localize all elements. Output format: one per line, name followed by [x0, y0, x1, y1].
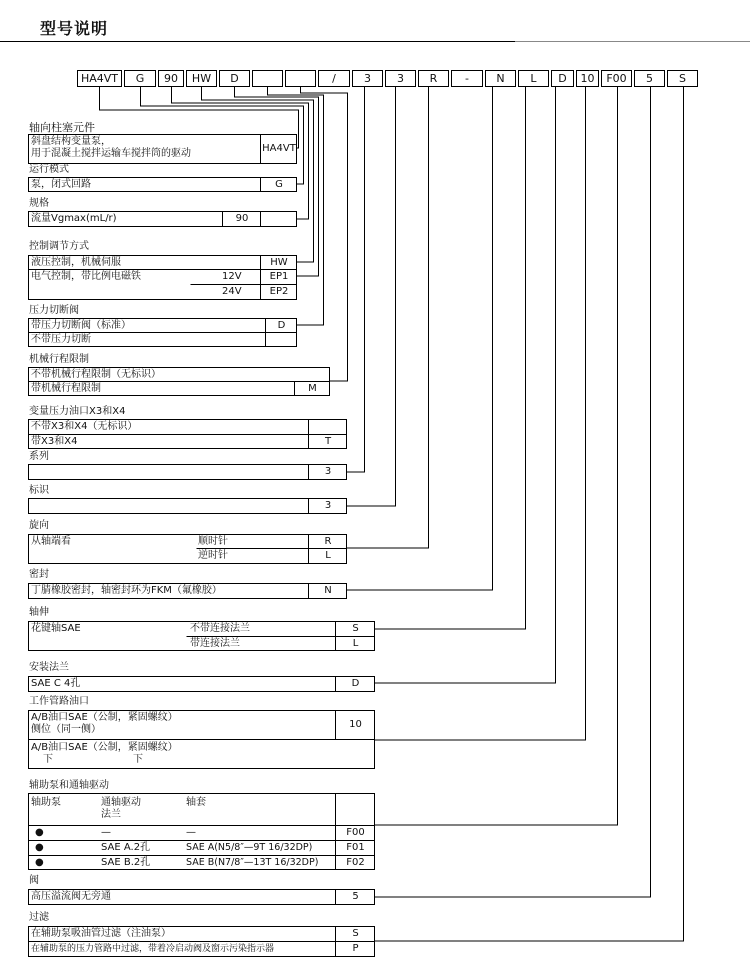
- s14-row2c: 下: [133, 754, 143, 765]
- section-title-mount-flange: 安装法兰: [29, 662, 69, 673]
- s15-header-aux: 轴助泵: [31, 797, 61, 808]
- code-box-5: 5: [634, 70, 665, 87]
- s5-row2: 不带压力切断: [31, 334, 91, 345]
- s2-text: 泵，闭式回路: [31, 179, 91, 190]
- code-box-s: S: [667, 70, 698, 87]
- s15-row2-code: F01: [346, 842, 365, 853]
- s12-row2: 带连接法兰: [190, 638, 240, 649]
- s7-row2-code: T: [324, 436, 332, 447]
- s17-row1: 在辅助泵吸油管过滤（注油泵）: [31, 928, 171, 939]
- s4-24v: 24V: [222, 286, 242, 297]
- s15-row2-sleeve: SAE A(N5/8″—9T 16/32DP): [186, 842, 313, 853]
- section-title-working-ports: 工作管路油口: [29, 696, 89, 707]
- section-title-rotation: 旋向: [29, 520, 49, 531]
- s6-row2-code: M: [308, 383, 317, 394]
- code-box-dash: -: [451, 70, 483, 87]
- s1-line2: 用于混凝土搅拌运输车搅拌筒的驱动: [31, 148, 191, 159]
- s4-12v: 12V: [222, 271, 242, 282]
- s16-text: 高压溢流阀无旁通: [31, 891, 111, 902]
- s8-code: 3: [324, 466, 332, 477]
- section-title-filtration: 过滤: [29, 912, 49, 923]
- s4-24v-code: EP2: [269, 286, 289, 297]
- s16-code: 5: [352, 891, 359, 902]
- code-box-90: 90: [158, 70, 184, 87]
- s15-row3-sleeve: SAE B(N7/8″—13T 16/32DP): [186, 857, 319, 868]
- s17-row1-code: S: [352, 928, 359, 939]
- s6-row1: 不带机械行程限制（无标识）: [31, 369, 161, 380]
- s7-row2: 带X3和X4: [31, 436, 78, 447]
- s2-code: G: [275, 179, 283, 190]
- s10-text: 从轴端看: [31, 536, 71, 547]
- s6-row2: 带机械行程限制: [31, 383, 101, 394]
- s3-text: 流量Vgmax(mL/r): [31, 213, 117, 224]
- s14-row1-code: 10: [349, 719, 362, 730]
- code-box-d: D: [219, 70, 250, 87]
- section-title-index: 标识: [29, 485, 49, 496]
- s10-row2-code: L: [325, 550, 331, 561]
- section-title-series: 系列: [29, 451, 49, 462]
- s15-row2-bullet: ●: [35, 842, 44, 853]
- s15-header-sleeve: 轴套: [186, 797, 206, 808]
- s12-row1: 不带连接法兰: [190, 623, 250, 634]
- s15-row1-flange: —: [101, 827, 111, 838]
- s15-row3-flange: SAE B.2孔: [101, 857, 151, 868]
- code-box-slash: /: [318, 70, 350, 87]
- s3-value: 90: [235, 213, 249, 224]
- s4-row1-code: HW: [270, 257, 288, 268]
- section-title-axial-piston: 轴向柱塞元件: [29, 121, 95, 134]
- s4-row1: 液压控制，机械伺服: [31, 257, 121, 268]
- s15-row1-bullet: ●: [35, 827, 44, 838]
- page-title: 型号说明: [40, 19, 109, 38]
- s14-row2b: 下: [43, 754, 53, 765]
- code-box-r: R: [418, 70, 449, 87]
- code-box-n: N: [485, 70, 516, 87]
- section-title-valve: 阀: [29, 875, 39, 886]
- s5-row1-code: D: [277, 320, 286, 331]
- s13-text: SAE C 4孔: [31, 678, 81, 689]
- code-box-ha4vt: HA4VT: [77, 70, 122, 87]
- s1-line1: 斜盘结构变量泵，: [31, 136, 111, 147]
- code-box-l: L: [518, 70, 549, 87]
- s7-row1: 不带X3和X4（无标识）: [31, 421, 138, 432]
- s17-row2: 在辅助泵的压力管路中过滤，带着冷启动阀及窗示污染指示器: [31, 944, 275, 954]
- code-box-d2: D: [551, 70, 574, 87]
- code-box-10: 10: [576, 70, 599, 87]
- s15-row3-bullet: ●: [35, 857, 44, 868]
- code-box-g: G: [124, 70, 156, 87]
- s4-row2: 电气控制，带比例电磁铁: [31, 271, 141, 282]
- s12-text: 花键轴SAE: [31, 623, 81, 634]
- section-title-stroke-limit: 机械行程限制: [29, 354, 89, 365]
- s5-row1: 带压力切断阀（标准）: [31, 320, 131, 331]
- s12-row1-code: S: [352, 623, 359, 634]
- section-title-seal: 密封: [29, 569, 49, 580]
- section-title-operation-mode: 运行模式: [29, 164, 69, 175]
- s14-row2a: A/B油口SAE（公制，紧固螺纹）: [31, 742, 178, 753]
- s15-row3-code: F02: [346, 857, 365, 868]
- s10-row1-code: R: [324, 536, 332, 547]
- s15-header-flange: 法兰: [101, 809, 121, 820]
- s15-row2-flange: SAE A.2孔: [101, 842, 151, 853]
- section-title-control: 控制调节方式: [29, 241, 89, 252]
- s14-row1a: A/B油口SAE（公制，紧固螺纹）: [31, 712, 178, 723]
- s13-code: D: [351, 678, 360, 689]
- s15-row1-code: F00: [346, 827, 365, 838]
- s10-row2: 逆时针: [198, 550, 228, 561]
- s11-code: N: [324, 585, 332, 596]
- section-title-pressure-cutoff: 压力切断阀: [29, 305, 79, 316]
- section-title-ports-x3-x4: 变量压力油口X3和X4: [29, 406, 126, 417]
- s9-code: 3: [324, 500, 332, 511]
- s14-row1b: 侧位（同一侧）: [31, 724, 101, 735]
- code-box-3a: 3: [352, 70, 383, 87]
- s4-12v-code: EP1: [269, 271, 289, 282]
- s11-text: 丁腈橡胶密封，轴密封环为FKM（氟橡胶）: [31, 585, 222, 596]
- section-title-aux-pump: 辅助泵和通轴驱动: [29, 780, 109, 791]
- s10-row1: 顺时针: [198, 536, 228, 547]
- code-box-f00: F00: [601, 70, 632, 87]
- s15-header-thru-drive: 通轴驱动: [101, 797, 141, 808]
- section-title-size: 规格: [29, 198, 49, 209]
- code-box-hw: HW: [186, 70, 217, 87]
- section-title-shaft: 轴伸: [29, 607, 49, 618]
- s17-row2-code: P: [352, 943, 359, 954]
- s15-row1-sleeve: —: [186, 827, 196, 838]
- s1-code: HA4VT: [262, 143, 296, 154]
- s12-row2-code: L: [352, 638, 359, 649]
- code-box-3b: 3: [385, 70, 416, 87]
